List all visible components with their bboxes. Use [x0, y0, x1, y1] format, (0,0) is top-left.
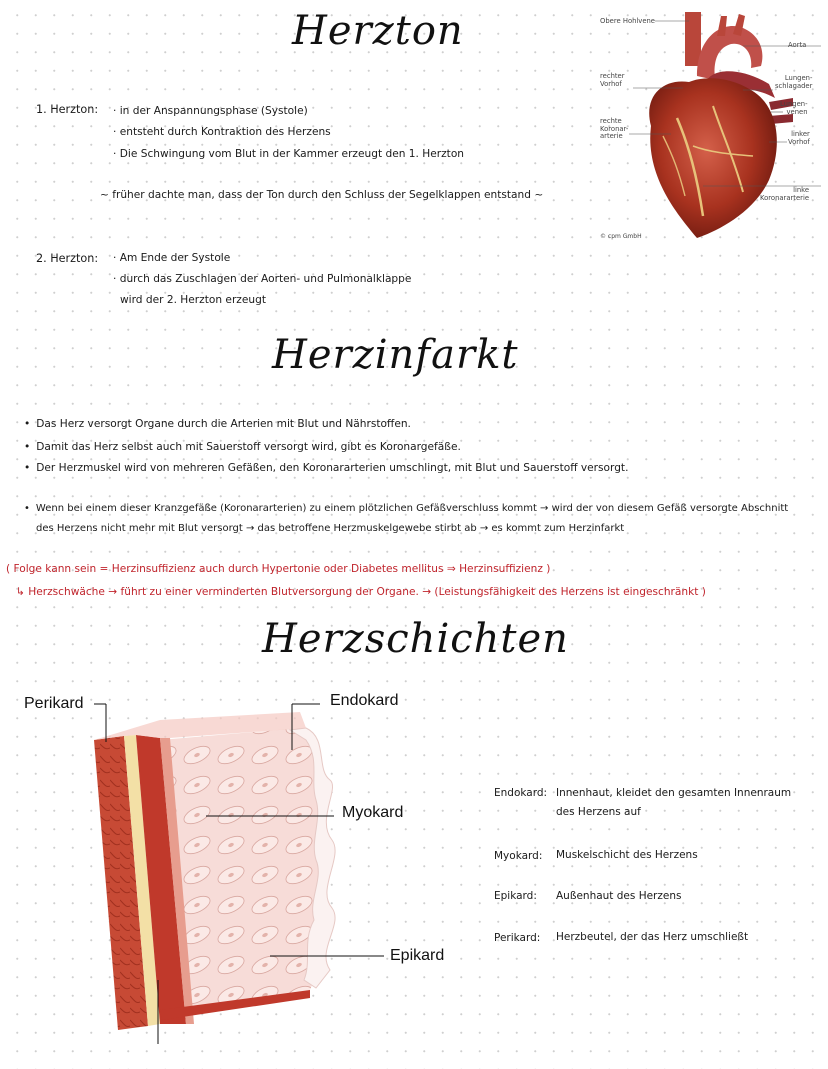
diagram-label-perikard: Perikard: [24, 695, 84, 712]
def-text-perikard: Herzbeutel, der das Herz umschließt: [556, 931, 749, 943]
heart-label-rechter-vorhof: rechter Vorhof: [600, 72, 625, 88]
heart-credit: © cpm GmbH: [600, 233, 642, 240]
heart-label-linke-koronararterie: linke Koronararterie: [760, 186, 810, 202]
infarkt-bullet-3: • Der Herzmuskel wird von mehreren Gefäßen, den Koronararterien umschlingt, mit Blut und Sauerstoff versorgt.: [24, 462, 628, 474]
def-term-myokard: Myokard:: [494, 850, 543, 862]
infarkt-red-note-2: ↳ Herzschwäche → führt zu einer verminderten Blutversorgung der Organe. → (Leistungsfähigkeit des Herzens ist eingeschränkt ): [16, 586, 706, 598]
infarkt-bullet-2: • Damit das Herz selbst auch mit Sauerstoff versorgt wird, gibt es Koronargefäße.: [24, 441, 461, 453]
heart-label-linker-vorhof: linker Vorhof: [788, 130, 810, 146]
herzton2-line-2: · durch das Zuschlagen der Aorten- und Pulmonalklappe: [113, 273, 412, 285]
title-herzinfarkt: Herzinfarkt: [272, 332, 519, 378]
herzton1-label: 1. Herzton:: [36, 103, 99, 116]
def-term-endokard: Endokard:: [494, 787, 548, 799]
infarkt-bullet-4-line-1: • Wenn bei einem dieser Kranzgefäße (Koronararterien) zu einem plötzlichen Gefäßverschluss kommt → wird der von diesem Gefäß versorgte Abschnitt: [24, 503, 788, 514]
infarkt-red-note-1: ( Folge kann sein = Herzinsuffizienz auch durch Hypertonie oder Diabetes mellitus ⇒ Herzinsuffizienz ): [6, 563, 551, 575]
herzton1-note: ~ früher dachte man, dass der Ton durch den Schluss der Segelklappen entstand ~: [100, 189, 544, 201]
diagram-label-endokard: Endokard: [330, 692, 399, 709]
heart-leader-lines: [593, 6, 821, 246]
herzton2-label: 2. Herzton:: [36, 252, 99, 265]
herzton1-line-2: · entsteht durch Kontraktion des Herzens: [113, 126, 331, 138]
herzton1-line-1: · in der Anspannungsphase (Systole): [113, 105, 308, 117]
title-herzton: Herzton: [292, 8, 464, 54]
heart-layers-diagram: [10, 680, 450, 1050]
herzton2-line-1: · Am Ende der Systole: [113, 252, 231, 264]
diagram-label-myokard: Myokard: [342, 804, 404, 821]
def-text-myokard: Muskelschicht des Herzens: [556, 849, 698, 861]
herzton1-line-3: · Die Schwingung vom Blut in der Kammer erzeugt den 1. Herzton: [113, 148, 465, 160]
def-text-endokard: Innenhaut, kleidet den gesamten Innenraum des Herzens auf: [556, 787, 792, 818]
def-term-perikard: Perikard:: [494, 932, 541, 944]
diagram-label-epikard: Epikard: [390, 947, 445, 964]
infarkt-bullet-4-line-2: des Herzens nicht mehr mit Blut versorgt → das betroffene Herzmuskelgewebe stirbt ab → es kommt zum Herzinfarkt: [36, 523, 625, 534]
heart-label-lungenvenen: Lungen- venen: [780, 100, 808, 116]
def-text-epikard: Außenhaut des Herzens: [556, 890, 682, 902]
heart-label-rechte-koronararterie: rechte Koronar- arterie: [600, 117, 629, 140]
heart-label-obere-hohlvene: Obere Hohlvene: [600, 17, 655, 25]
herzton2-line-3: wird der 2. Herzton erzeugt: [120, 294, 266, 306]
heart-label-lungenschlagader: Lungen- schlagader: [775, 74, 813, 90]
title-herzschichten: Herzschichten: [262, 616, 569, 662]
infarkt-bullet-1: • Das Herz versorgt Organe durch die Arterien mit Blut und Nährstoffen.: [24, 418, 411, 430]
def-term-epikard: Epikard:: [494, 890, 537, 902]
heart-label-aorta: Aorta: [788, 41, 807, 49]
